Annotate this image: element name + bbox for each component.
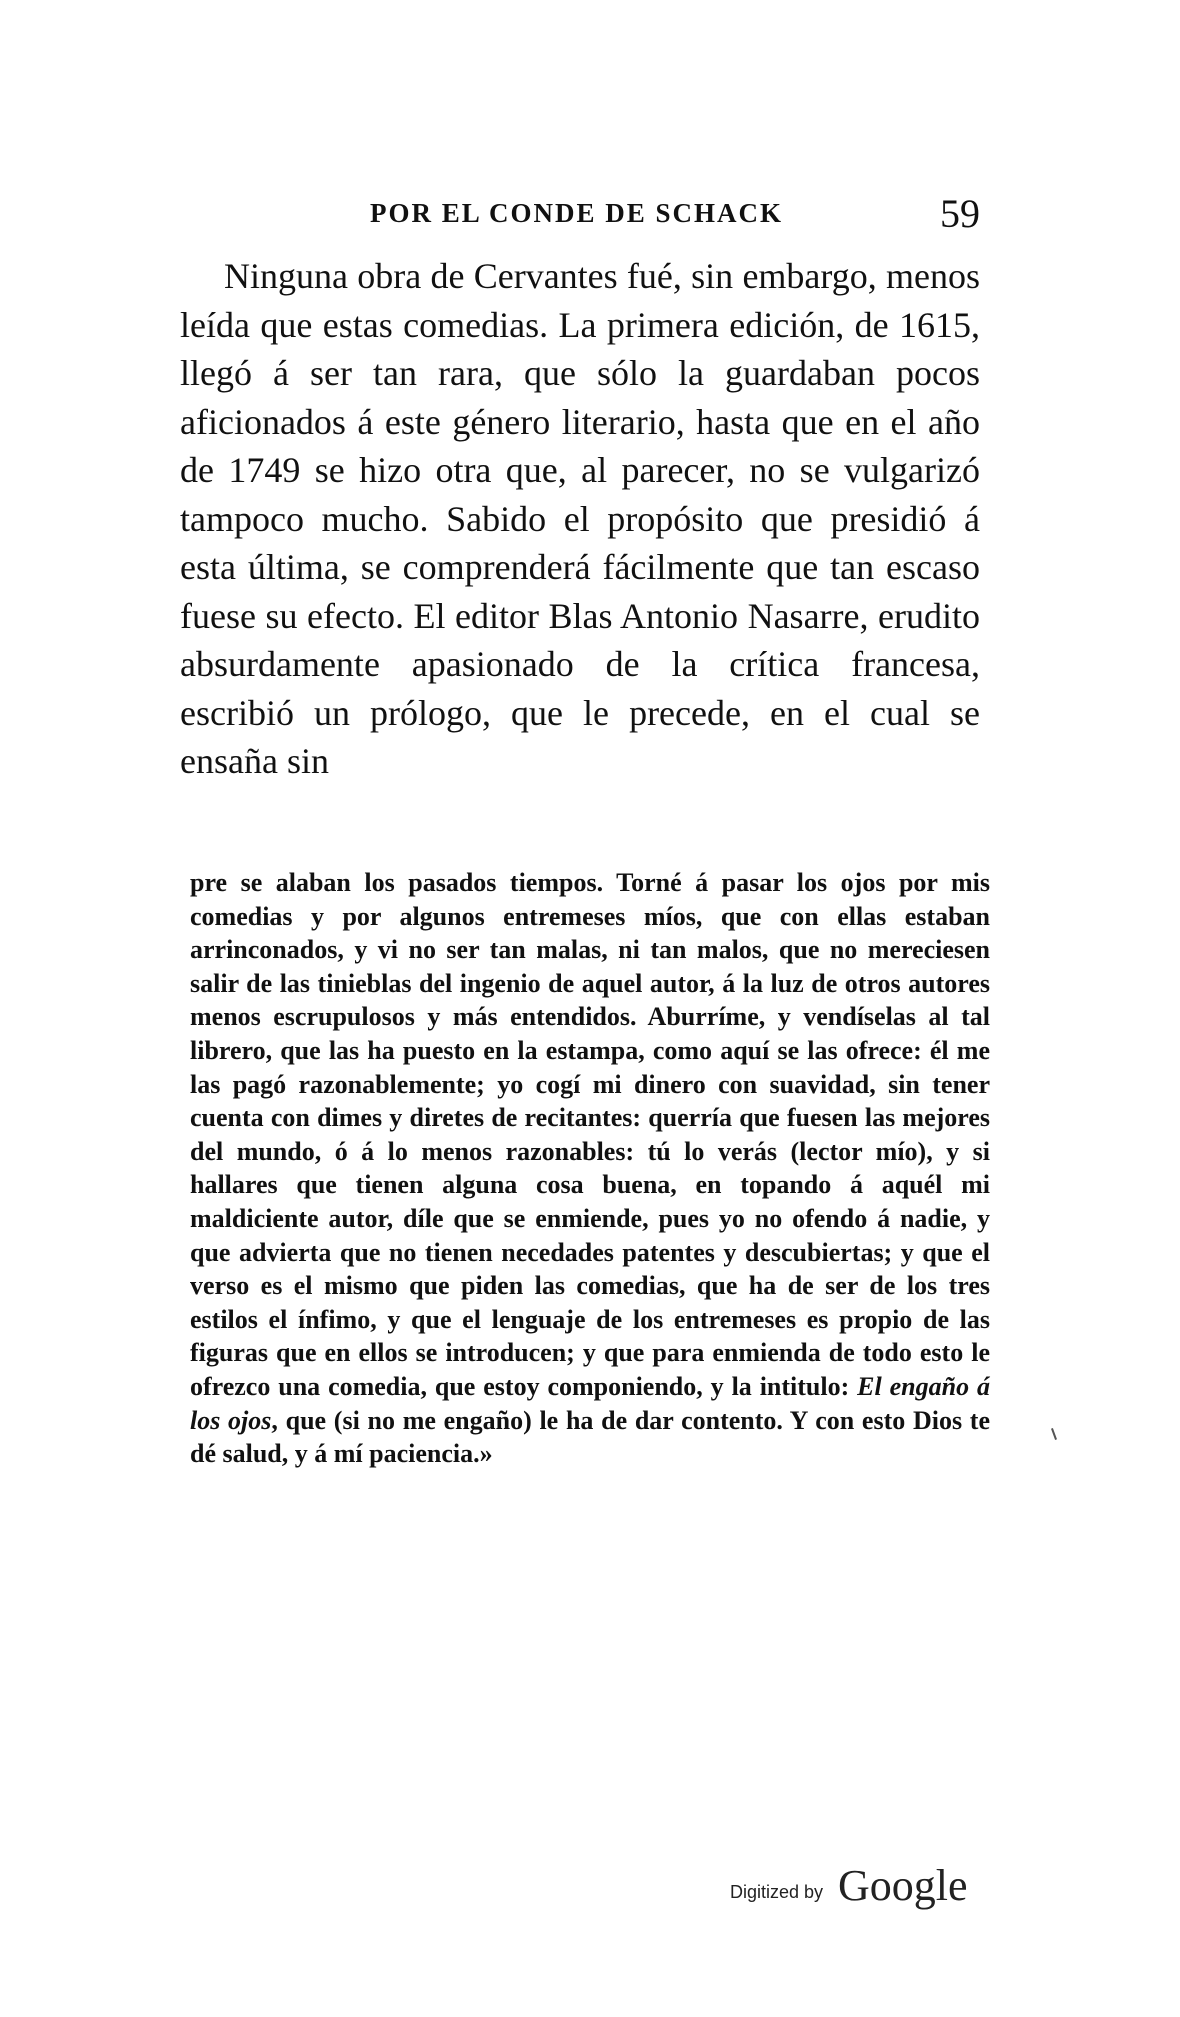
footnote-italic-title: El engaño á los ojos — [190, 1371, 990, 1435]
digitized-label: Digitized by — [730, 1882, 824, 1902]
footnote-text-end: , que (si no me engaño) le ha de dar contento. Y con esto Dios te dé salud, y á mí paciencia.» — [190, 1405, 990, 1469]
footnote-text: pre se alaban los pasados tiempos. Torné á pasar los ojos por mis comedias y por algunos entremeses míos, que con ellas estaban arrinconados, y vi no ser tan malas, ni tan malos, que no mereciesen salir de las tinieblas del ingenio de aquel autor, á la luz de otros autores menos escrupulosos y más entendidos. Aburríme, y vendíselas al tal librero, que las ha puesto en la estampa, como aquí se las ofrece: él me las pagó razonablemente; yo cogí mi dinero con suavidad, sin tener cuenta con dimes y diretes de recitantes: querría que fuesen las mejores del mundo, ó á lo menos razonables: tú lo verás (lector mío), y si hallares que tienen alguna cosa buena, en topando á aquél mi maldiciente autor, díle que se enmiende, pues yo no ofendo á nadie, y que advierta que no tienen necedades patentes y descubiertas; y que el verso es el mismo que piden las comedias, que ha de ser de los tres estilos el ínfimo, y que el lenguaje de los entremeses es propio de las figuras que en ellos se introducen; y que para enmienda de todo esto le ofrezco una comedia, que estoy componiendo, y la intitulo: — [190, 868, 990, 1401]
running-title: POR EL CONDE DE SCHACK — [370, 198, 784, 228]
body-paragraph: Ninguna obra de Cervantes fué, sin embargo, menos leída que estas comedias. La primera edición, de 1615, llegó á ser tan rara, que sólo la guardaban pocos aficionados á este género literario, hasta que en el año de 1749 se hizo otra que, al parecer, no se vulgarizó tampoco mucho. Sabido el propósito que presidió á esta última, se comprenderá fácilmente que tan escaso fuese su efecto. El editor Blas Antonio Nasarre, erudito absurdamente apasionado de la crítica francesa, escribió un prólogo, que le precede, en el cual se ensaña sin — [180, 256, 980, 781]
running-head — [180, 190, 980, 240]
google-logo: Google — [838, 1861, 968, 1910]
footnote — [190, 866, 990, 1471]
main-text — [180, 252, 980, 786]
page-number: 59 — [940, 191, 980, 236]
scan-speck — [1051, 1428, 1057, 1440]
digitized-watermark — [730, 1860, 1030, 1910]
